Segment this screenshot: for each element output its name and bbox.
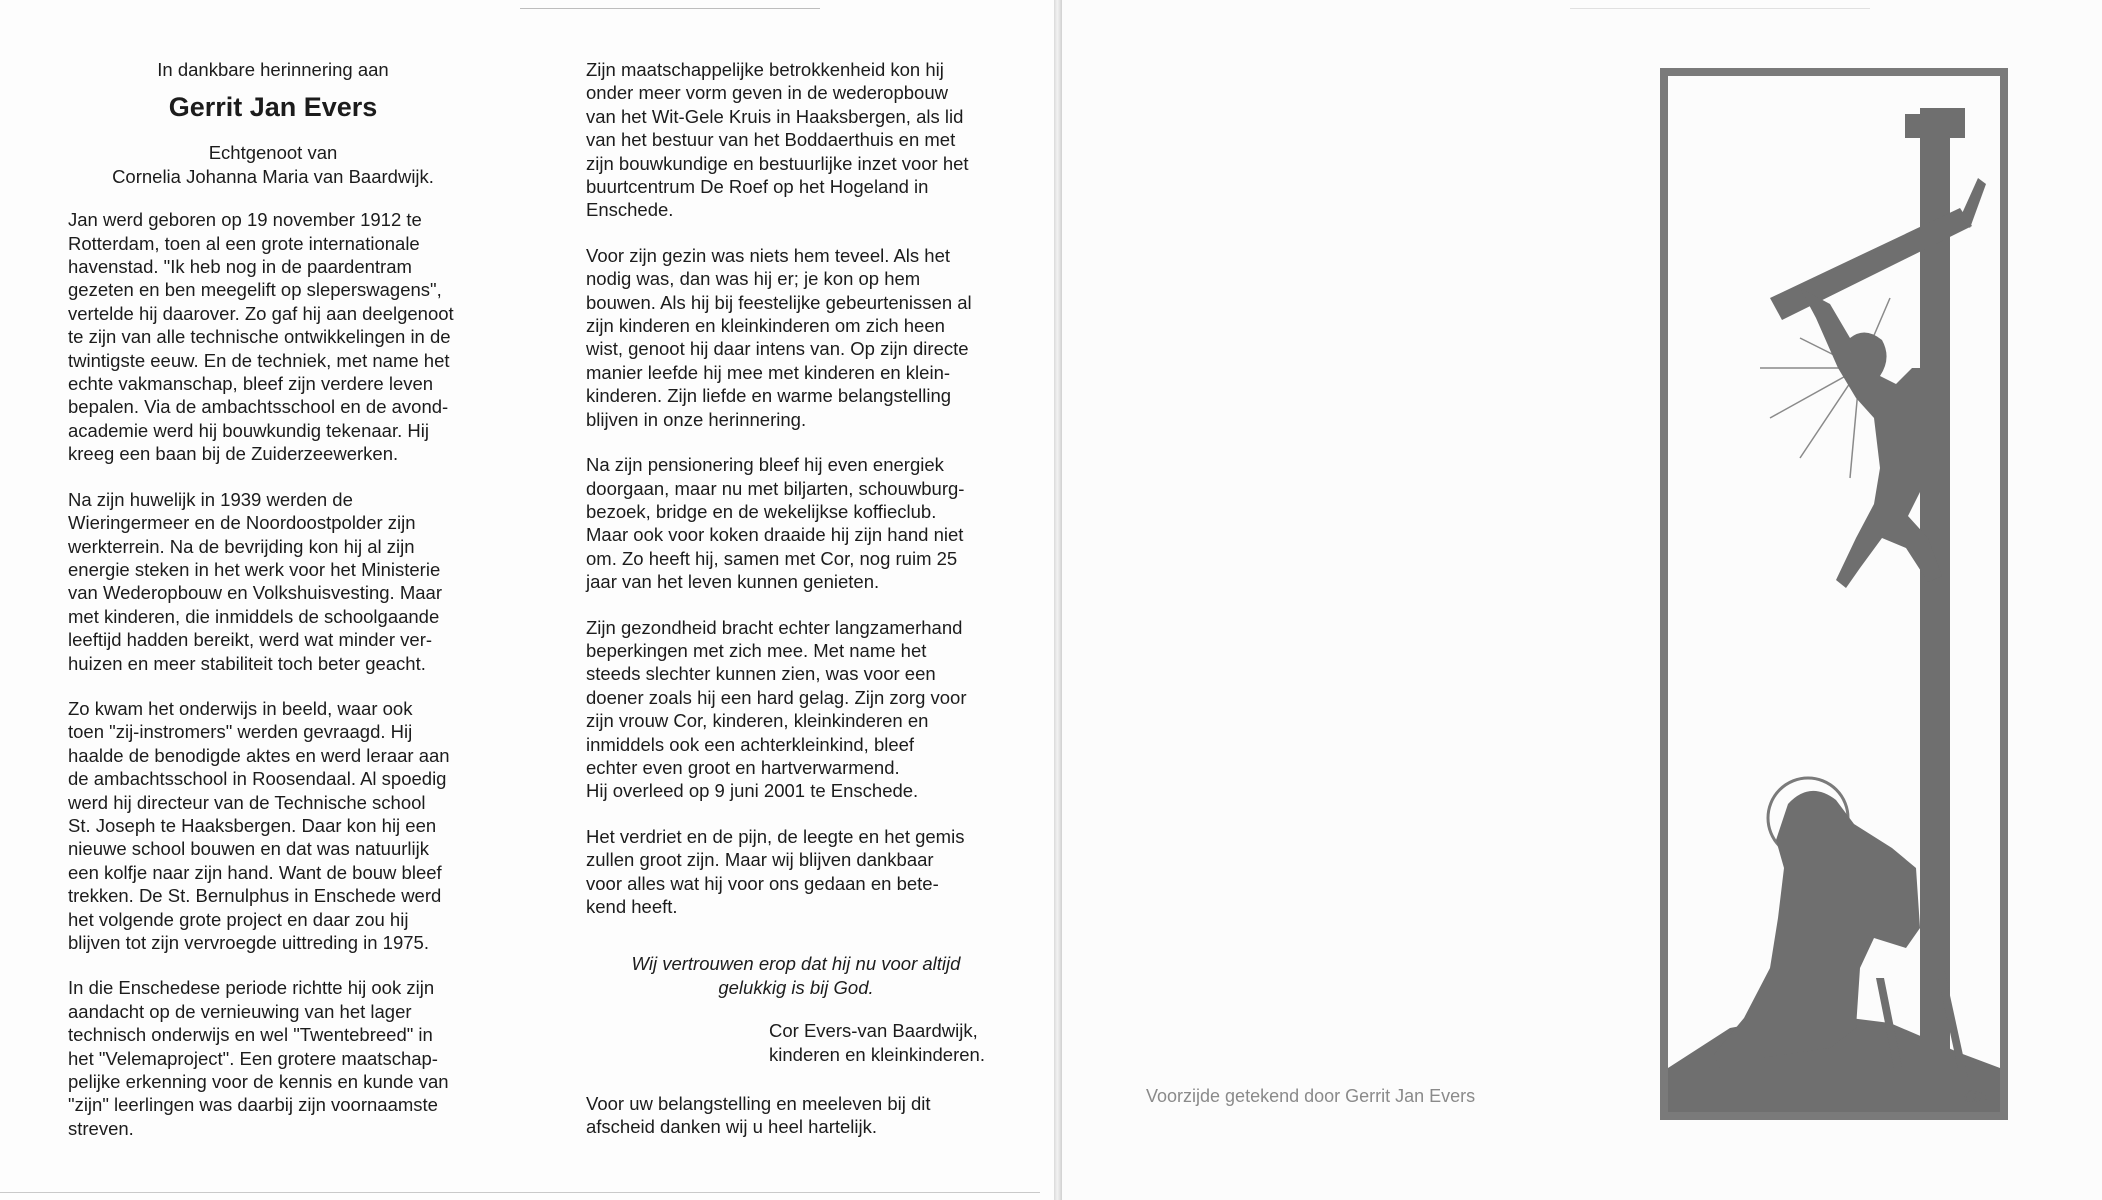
biography-paragraph: Voor zijn gezin was niets hem teveel. Als het nodig was, dan was hij er; je kon op hem bouwen. Als hij bij feestelijke gebeurtenissen al zijn kinderen en kleinkinderen om zich heen wist, genoot hij daar intens van. Op zijn directe manier leefde hij mee met kinderen en klein- kinderen. Zijn liefde en warme belangstelling blijven in onze herinnering.	[586, 244, 972, 430]
biography-paragraph: Zijn gezondheid bracht echter langzamerhand beperkingen met zich mee. Met name het steeds slechter kunnen zien, was voor een doener zoals hij een hard gelag. Zijn zorg voor zijn vrouw Cor, kinderen, kleinkinderen en inmiddels ook een achterkleinkind, bleef echter even groot en hartverwarmend. Hij overleed op 9 juni 2001 te Enschede.	[586, 616, 967, 802]
family-signoff: Cor Evers-van Baardwijk, kinderen en kleinkinderen.	[769, 1020, 985, 1065]
biography-paragraph: Jan werd geboren op 19 november 1912 te Rotterdam, toen al een grote internationale havenstad. "Ik heb nog in de paardentram gezeten en ben meegelift op sleperswagens", vertelde hij daarover. Zo gaf hij aan deelgenoot te zijn van alle technische ontwikkelingen in de twintigste eeuw. En de techniek, met name het echte vakmanschap, bleef zijn verdere leven bepalen. Via de ambachtsschool en de avond- academie werd hij bouwkundig tekenaar. Hij kreeg een baan bij de Zuiderzeewerken.	[68, 209, 454, 465]
biography-paragraph: Na zijn pensionering bleef hij even energiek doorgaan, maar nu met biljarten, schouwburg- bezoek, bridge en de wekelijkse koffieclub. Maar ook voor koken draaide hij zijn hand niet om. Zo heeft hij, samen met Cor, nog ruim 25 jaar van het leven kunnen genieten.	[586, 454, 965, 593]
scan-edge-line	[520, 8, 820, 9]
biography-paragraph: Het verdriet en de pijn, de leegte en het gemis zullen groot zijn. Maar wij blijven dankbaar voor alles wat hij voor ons gedaan en bete- kend heeft.	[586, 825, 965, 917]
deceased-name: Gerrit Jan Evers	[168, 92, 378, 123]
raised-arm	[1960, 178, 1986, 228]
biography-paragraph: In die Enschedese periode richtte hij ook zijn aandacht op de vernieuwing van het lager technisch onderwijs en wel "Twentebreed" in het "Velemaproject". Een grotere maatschap- pelijke erkenning voor de kennis en kunde van "zijn" leerlingen was daarbij zijn voornaamste streven.	[68, 977, 449, 1139]
crucifixion-silhouette-icon	[1660, 68, 2008, 1120]
center-fold	[1054, 0, 1062, 1200]
text-column-left	[68, 58, 478, 1162]
text-column-right	[586, 58, 1006, 1139]
faith-quote: Wij vertrouwen erop dat hij nu voor altijd gelukkig is bij God.	[631, 953, 961, 998]
spouse-name: Cornelia Johanna Maria van Baardwijk.	[112, 165, 434, 187]
biography-paragraph: Na zijn huwelijk in 1939 werden de Wieringermeer en de Noordoostpolder zijn werkterrein. Na de bevrijding kon hij al zijn energie steken in het werk voor het Ministerie van Wederopbouw en Volkshuisvesting. Maar met kinderen, die inmiddels de schoolgaande leeftijd hadden bereikt, werd wat minder ver- huizen en meer stabiliteit toch beter geacht.	[68, 488, 442, 674]
biography-paragraph: Zijn maatschappelijke betrokkenheid kon hij onder meer vorm geven in de wederopbouw van het Wit-Gele Kruis in Haaksbergen, als lid van het bestuur van het Boddaerthuis en met zijn bouwkundige en bestuurlijke inzet voor het buurtcentrum De Roef op het Hogeland in Enschede.	[586, 59, 969, 221]
cover-caption: Voorzijde getekend door Gerrit Jan Evers	[1146, 1086, 1476, 1106]
thank-you-note: Voor uw belangstelling en meeleven bij dit afscheid danken wij u heel hartelijk.	[586, 1093, 931, 1138]
scan-edge-line	[0, 1192, 1040, 1193]
artist-monogram: GE	[1964, 1087, 1989, 1106]
crucifixion-drawing	[1660, 68, 2008, 1120]
spouse-label: Echtgenoot van	[208, 142, 338, 164]
biography-paragraph: Zo kwam het onderwijs in beeld, waar ook toen "zij-instromers" werden gevraagd. Hij haalde de benodigde aktes en werd leraar aan de ambachtsschool in Roosendaal. Al spoedig werd hij directeur van de Technische school St. Joseph te Haaksbergen. Daar kon hij een nieuwe school bouwen en dat was natuurlijk een kolfje naar zijn hand. Want de bouw bleef trekken. De St. Bernulphus in Enschede werd het volgende grote project en daar zou hij blijven tot zijn vervroegde uittreding in 1975.	[68, 697, 450, 953]
scan-edge-line	[1570, 8, 1870, 9]
cross-upright	[1920, 108, 1950, 1068]
memorial-intro: In dankbare herinnering aan	[157, 59, 389, 80]
